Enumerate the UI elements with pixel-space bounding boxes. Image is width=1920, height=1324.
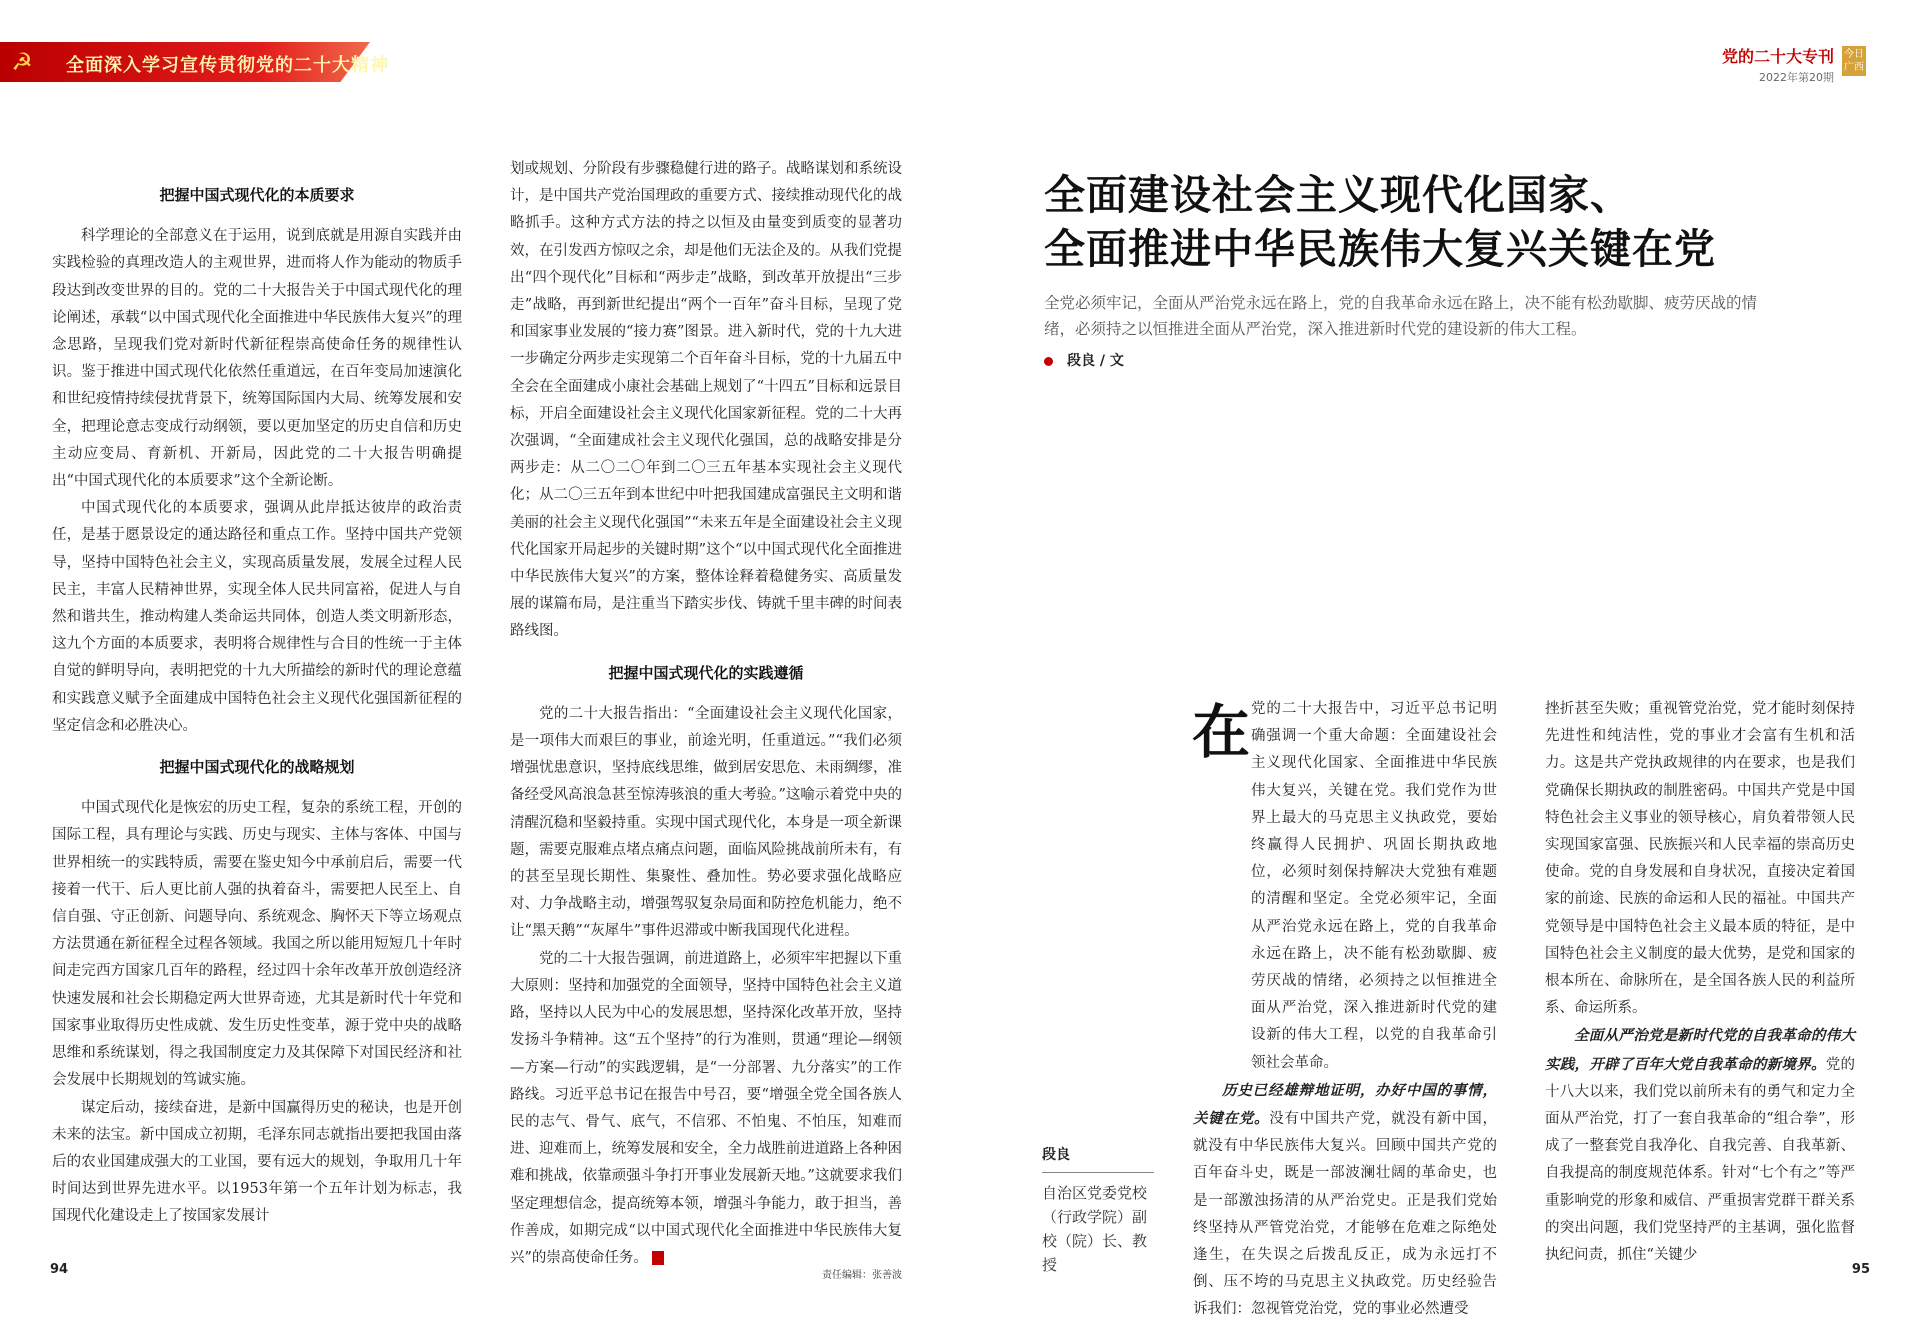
paragraph: 党的二十大报告指出：“全面建设社会主义现代化国家，是一项伟大而艰巨的事业，前途光明，任重道远。”“我们必须增强忧患意识，坚持底线思维，做到居安思危、未雨绸缪，准备经受风高浪急甚至惊涛骇浪的重大考验。”这喻示着党中央的清醒沉稳和坚毅持重。实现中国式现代化，本身是一项全新课题，需要克服难点堵点痛点问题，面临风险挑战前所未有，有的甚至呈现长期性、集聚性、叠加性。势必要求强化战略应对、力争战略主动，增强驾驭复杂局面和防控危机能力，绝不让“黑天鹅”“灰犀牛”事件迟滞或中断我国现代化进程。 <box>510 705 902 940</box>
paragraph: 中国式现代化是恢宏的历史工程，复杂的系统工程，开创的国际工程，具有理论与实践、历史与现实、主体与客体、中国与世界相统一的实践特质，需要在鉴史知今中承前启后，需要一代接着一代干、后人更比前人强的执着奋斗，需要把人民至上、自信自强、守正创新、问题导向、系统观念、胸怀天下等立场观点方法贯通在新征程全过程各领域。我国之所以能用短短几十年时间走完西方国家几百年的路程，经过四十余年改革开放创造经济快速发展和社会长期稳定两大世界奇迹，尤其是新时代十年党和国家事业取得历史性成就、发生历史性变革，源于党中央的战略思维和系统谋划，得之我国制度定力及其保障下对国民经济和社会发展中长期规划的笃诚实施。 <box>52 800 462 1089</box>
article-lead: 全党必须牢记，全面从严治党永远在路上，党的自我革命永远在路上，决不能有松劲歇脚、疲劳厌战的情绪，必须持之以恒推进全面从严治党，深入推进新时代党的建设新的伟大工程。 <box>1044 294 1758 338</box>
paragraph: 党的二十大报告强调，前进道路上，必须牢牢把握以下重大原则：坚持和加强党的全面领导，坚持中国特色社会主义道路，坚持以人民为中心的发展思想，坚持深化改革开放，坚持发扬斗争精神。这“五个坚持”的行为准则，贯通“理论—纲领—方案—行动”的实践逻辑，是“一分部署、九分落实”的工作路线。习近平总书记在报告中号召，要“增强全党全国各族人民的志气、骨气、底气，不信邪、不怕鬼、不怕压，知难而进、迎难而上，统筹发展和安全，全力战胜前进道路上各种困难和挑战，依靠顽强斗争打开事业发展新天地。”这就要求我们坚定理想信念，提高统筹本领，增强斗争能力，敢于担当，善作善成，如期完成“以中国式现代化全面推进中华民族伟大复兴”的崇高使命任务。 J <box>510 950 902 1266</box>
paragraph: 中国式现代化的本质要求，强调从此岸抵达彼岸的政治责任，是基于愿景设定的通达路径和重点工作。坚持中国共产党领导，坚持中国特色社会主义，实现高质量发展，发展全过程人民民主，丰富人民精神世界，实现全体人民共同富裕，促进人与自然和谐共生，推动构建人类命运共同体，创造人类文明新形态，这九个方面的本质要求，表明将合规律性与合目的性统一于主体自觉的鲜明导向，表明把党的十九大所描绘的新时代的理论意蕴和实践意义赋予全面建成中国特色社会主义现代化强国新征程的坚定信念和必胜决心。 <box>52 500 462 734</box>
page-number-right: 95 <box>1851 1262 1870 1277</box>
paragraph: 划或规划、分阶段有步骤稳健行进的路子。战略谋划和系统设计，是中国共产党治国理政的重要方式、接续推动现代化的战略抓手。这种方式方法的持之以恒及由量变到质变的显著功效，在引发西方惊叹之余，却是他们无法企及的。从我们党提出“四个现代化”目标和“两步走”战略，到改革开放提出“三步走”战略，再到新世纪提出“两个一百年”奋斗目标，呈现了党和国家事业发展的“接力赛”图景。进入新时代，党的十九大进一步确定分两步走实现第二个百年奋斗目标，党的十九届五中全会在全面建成小康社会基础上规划了“十四五”目标和远景目标，开启全面建设社会主义现代化国家新征程。党的二十大再次强调，“全面建成社会主义现代化强国，总的战略安排是分两步走：从二〇二〇年到二〇三五年基本实现社会主义现代化；从二〇三五年到本世纪中叶把我国建成富强民主文明和谐美丽的社会主义现代化强国”“未来五年是全面建设社会主义现代化国家开局起步的关键时期”这个“以中国式现代化全面推进中华民族伟大复兴”的方案，整体诠释着稳健务实、高质量发展的谋篇布局，是注重当下踏实步伐、铸就千里丰碑的时间表路线图。 <box>510 161 902 640</box>
byline-text: 段良 / 文 <box>1067 353 1124 369</box>
paragraph: 谋定后动，接续奋进，是新中国赢得历史的秘诀，也是开创未来的法宝。新中国成立初期，毛泽东同志就指出要把我国由落后的农业国建成强大的工业国，要有远大的规划，争取用几十年时间达到世界先进水平。以1953年第一个五年计划为标志，我国现代化建设走上了按国家发展计 <box>52 1099 462 1225</box>
article-headline <box>1044 168 1864 276</box>
right-column-1 <box>1193 696 1497 1324</box>
top-banner <box>0 42 400 82</box>
special-issue-title: 党的二十大专刊 <box>1721 47 1834 66</box>
paragraph: 挫折甚至失败；重视管党治党，党才能时刻保持先进性和纯洁性，党的事业才会富有生机和活力。这是共产党执政规律的内在要求，也是我们党确保长期执政的制胜密码。中国共产党是中国特色社会主义事业的领导核心，肩负着带领人民实现国家富强、民族振兴和人民幸福的崇高历史使命。党的自身发展和自身状况，直接决定着国家的前途、民族的命运和人民的福祉。中国共产党领导是中国特色社会主义最本质的特征，是中国特色社会主义制度的最大优势，是党和国家的根本所在、命脉所在，是全国各族人民的利益所系、命运所系。 <box>1545 701 1855 1017</box>
paragraph: 历史已经雄辩地证明，办好中国的事情，关键在党。没有中国共产党，就没有新中国，就没有中华民族伟大复兴。回顾中国共产党的百年奋斗史，既是一部波澜壮阔的革命史，也是一部激浊扬清的从严治党史。正是我们党始终坚持从严管党治党，才能够在危难之际绝处逢生，在失误之后拨乱反正，成为永远打不倒、压不垮的马克思主义执政党。历史经验告诉我们：忽视管党治党，党的事业必然遭受 <box>1193 1081 1498 1318</box>
issue-number: 2022年第20期 <box>1759 71 1834 84</box>
left-column-2 <box>510 156 902 1272</box>
page-number-left: 94 <box>50 1262 69 1277</box>
author-box <box>1042 1144 1154 1277</box>
drop-cap: 在 <box>1192 698 1251 766</box>
headline-line-1: 全面建设社会主义现代化国家、 <box>1044 171 1632 219</box>
party-emblem-icon: ☭ <box>11 48 33 76</box>
right-column-2 <box>1545 696 1855 1269</box>
banner-title: 全面深入学习宣传贯彻党的二十大精神 <box>66 55 389 76</box>
responsible-editor: 责任编辑：张善波 <box>822 1270 902 1281</box>
byline <box>1044 350 1124 370</box>
author-description: 自治区党委党校（行政学院）副校（院）长、教授 <box>1042 1184 1148 1274</box>
headline-line-2: 全面推进中华民族伟大复兴关键在党 <box>1044 225 1716 273</box>
author-name: 段良 <box>1042 1144 1154 1173</box>
end-mark-icon: J <box>652 1251 664 1265</box>
masthead <box>1722 44 1834 85</box>
paragraph: 科学理论的全部意义在于运用，说到底就是用源自实践并由实践检验的真理改造人的主观世界，进而将人作为能动的物质手段达到改变世界的目的。党的二十大报告关于中国式现代化的理论阐述，承载“以中国式现代化全面推进中华民族伟大复兴”的理念思路，呈现我们党对新时代新征程崇高使命任务的规律性认识。鉴于推进中国式现代化依然任重道远，在百年变局加速演化和世纪疫情持续侵扰背景下，统筹国际国内大局、统筹发展和安全，把理论意志变成行动纲领，要以更加坚定的历史自信和历史主动应变局、育新机、开新局，因此党的二十大报告明确提出“中国式现代化的本质要求”这个全新论断。 <box>52 228 462 490</box>
emphasis-text: 历史已经雄辩地证明，办好中国的事情，关键在党。 <box>1193 1081 1497 1128</box>
paragraph: 全面从严治党是新时代党的自我革命的伟大实践，开辟了百年大党自我革命的新境界。党的十八大以来，我们党以前所未有的勇气和定力全面从严治党，打了一套自我革命的“组合拳”，形成了一整套党自我净化、自我完善、自我革新、自我提高的制度规范体系。针对“七个有之”等严重影响党的形象和威信、严重损害党群干群关系的突出问题，我们党坚持严的主基调，强化监督执纪问责，抓住“关键少 <box>1545 1027 1856 1264</box>
emphasis-text: 全面从严治党是新时代党的自我革命的伟大实践，开辟了百年大党自我革命的新境界。 <box>1545 1027 1855 1073</box>
magazine-logo: 今日广西 <box>1842 46 1866 76</box>
section-heading: 把握中国式现代化的战略规划 <box>159 758 355 777</box>
section-heading: 把握中国式现代化的本质要求 <box>159 186 355 204</box>
paragraph: 党的二十大报告中，习近平总书记明确强调一个重大命题：全面建设社会主义现代化国家、全面推进中华民族伟大复兴，关键在党。我们党作为世界上最大的马克思主义执政党，要始终赢得人民拥护、巩固长期执政地位，必须时刻保持解决大党独有难题的清醒和坚定。全党必须牢记，全面从严治党永远在路上，党的自我革命永远在路上，决不能有松劲歇脚、疲劳厌战的情绪，必须持之以恒推进全面从严治党，深入推进新时代党的建设新的伟大工程，以党的自我革命引领社会革命。 <box>1251 701 1497 1071</box>
section-heading: 把握中国式现代化的实践遵循 <box>608 663 804 682</box>
bullet-dot-icon <box>1044 357 1053 366</box>
left-column-1 <box>52 168 462 1231</box>
